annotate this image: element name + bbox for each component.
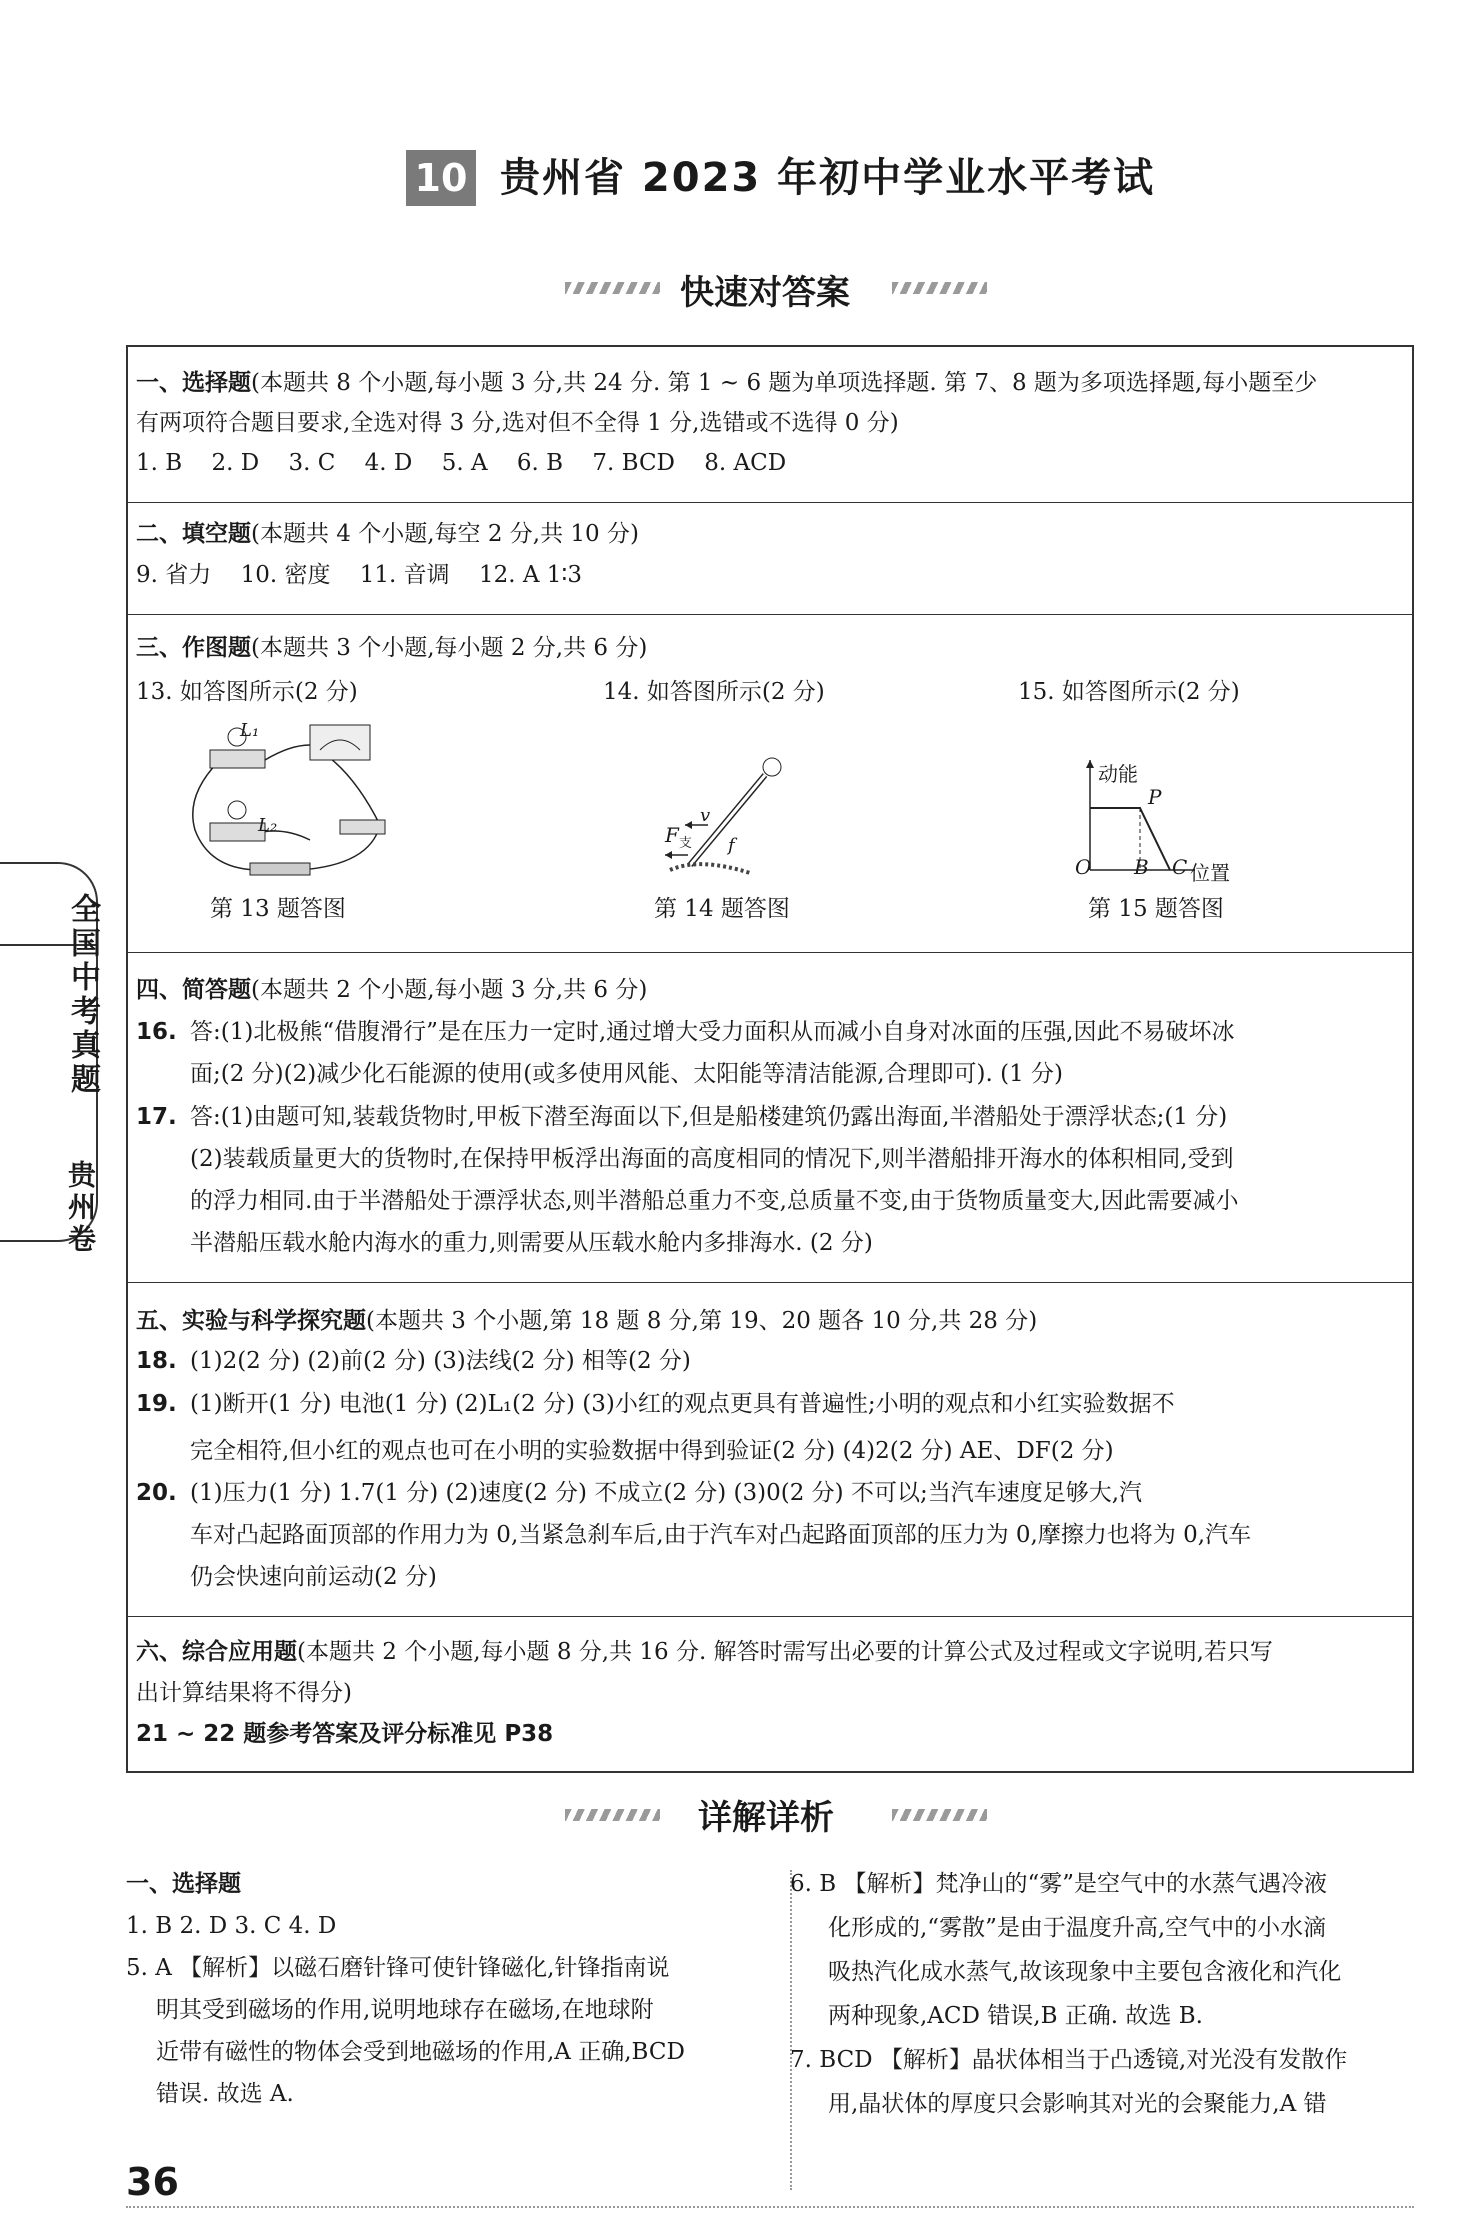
answer-item: 6. B <box>516 450 564 476</box>
s3-desc: (本题共 3 个小题,每小题 2 分,共 6 分) <box>251 635 648 661</box>
q5-line3: 近带有磁性的物体会受到地磁场的作用,A 正确,BCD <box>156 2039 685 2065</box>
answer-item: 1. B <box>136 450 183 476</box>
q19-line1: (1)断开(1 分) 电池(1 分) (2)L₁(2 分) (3)小红的观点更具有普遍性;小明的观点和小红实验数据不 <box>190 1391 1175 1417</box>
q17-number: 17. <box>136 1104 177 1130</box>
s1-answers <box>136 443 808 483</box>
q17-line4: 半潜船压载水舱内海水的重力,则需要从压载水舱内多排海水. (2 分) <box>190 1230 873 1256</box>
title-stripes-right <box>892 282 987 294</box>
answer-item: 2. D <box>211 450 260 476</box>
section-divider <box>126 614 1414 615</box>
fig13-caption: 第 13 题答图 <box>210 896 346 922</box>
column-divider <box>790 1870 792 2190</box>
s1-desc2: 有两项符合题目要求,全选对得 3 分,选对但不全得 1 分,选错或不选得 0 分) <box>136 410 899 436</box>
s4-line1 <box>136 970 647 1010</box>
s1-line1 <box>136 363 1317 403</box>
detail-title: 详解详析 <box>698 1798 834 1838</box>
q13-label: 13. 如答图所示(2 分) <box>136 679 358 705</box>
q16-line2: 面;(2 分)(2)减少化石能源的使用(或多使用风能、太阳能等清洁能源,合理即可). (1 分) <box>190 1061 1063 1087</box>
q7-line2: 用,晶状体的厚度只会影响其对光的会聚能力,A 错 <box>828 2091 1327 2117</box>
q18-answer: (1)2(2 分) (2)前(2 分) (3)法线(2 分) 相等(2 分) <box>190 1348 691 1374</box>
detail-stripes-right <box>892 1809 987 1821</box>
s6-line1 <box>136 1632 1273 1672</box>
force-diagram <box>660 755 800 880</box>
fig13-label-l1: L₁ <box>240 720 260 741</box>
s6-note: 21 ~ 22 题参考答案及评分标准见 P38 <box>136 1721 554 1747</box>
answer-item: 5. A <box>441 450 488 476</box>
detail-left-heading: 一、选择题 <box>126 1871 241 1897</box>
side-tab-sub: 贵州卷 <box>64 1160 97 1256</box>
q18-number: 18. <box>136 1348 177 1374</box>
fig15-xlabel: 位置 <box>1190 861 1230 885</box>
answer-item: 3. C <box>288 450 336 476</box>
s5-title: 五、实验与科学探究题 <box>136 1308 366 1334</box>
s4-title: 四、简答题 <box>136 977 251 1003</box>
s5-line1 <box>136 1301 1037 1341</box>
fig15-caption: 第 15 题答图 <box>1088 896 1224 922</box>
answer-item: 7. BCD <box>592 450 675 476</box>
q17-line2: (2)装载质量更大的货物时,在保持甲板浮出海面的高度相同的情况下,则半潜船排开海水的体积相同,受到 <box>190 1146 1234 1172</box>
q5-line4: 错误. 故选 A. <box>156 2081 294 2107</box>
q19-number: 19. <box>136 1391 177 1417</box>
answer-item: 9. 省力 <box>136 562 212 588</box>
s5-desc: (本题共 3 个小题,第 18 题 8 分,第 19、20 题各 10 分,共 28 分) <box>366 1308 1038 1334</box>
q16-line1: 答:(1)北极熊“借腹滑行”是在压力一定时,通过增大受力面积从而减小自身对冰面的压强,因此不易破坏冰 <box>190 1019 1235 1045</box>
side-tab-main: 全国中考真题 <box>65 893 100 1097</box>
exam-number-badge: 10 <box>406 150 476 206</box>
q20-line1: (1)压力(1 分) 1.7(1 分) (2)速度(2 分) 不成立(2 分) (3)0(2 分) 不可以;当汽车速度足够大,汽 <box>190 1480 1143 1506</box>
fig15-label-c: C <box>1172 855 1188 879</box>
title-stripes-left <box>565 282 660 294</box>
s2-desc: (本题共 4 个小题,每空 2 分,共 10 分) <box>251 521 639 547</box>
q6-line2: 化形成的,“雾散”是由于温度升高,空气中的小水滴 <box>828 1915 1327 1941</box>
s3-line1 <box>136 628 647 668</box>
s3-title: 三、作图题 <box>136 635 251 661</box>
q5-line1: 5. A 【解析】以磁石磨针锋可使针锋磁化,针锋指南说 <box>126 1955 670 1981</box>
page-title: 贵州省 2023 年初中学业水平考试 <box>500 155 1156 201</box>
q6-line4: 两种现象,ACD 错误,B 正确. 故选 B. <box>828 2003 1203 2029</box>
section-divider <box>126 502 1414 503</box>
q15-label: 15. 如答图所示(2 分) <box>1018 679 1240 705</box>
q17-line3: 的浮力相同.由于半潜船处于漂浮状态,则半潜船总重力不变,总质量不变,由于货物质量变大,因此需要减小 <box>190 1188 1239 1214</box>
s6-desc1: (本题共 2 个小题,每小题 8 分,共 16 分. 解答时需写出必要的计算公式及过程或文字说明,若只写 <box>297 1639 1273 1665</box>
s6-desc2: 出计算结果将不得分) <box>136 1680 352 1706</box>
s1-title: 一、选择题 <box>136 370 251 396</box>
s2-line1 <box>136 514 639 554</box>
bottom-border <box>126 2206 1414 2208</box>
q19-line2: 完全相符,但小红的观点也可在小明的实验数据中得到验证(2 分) (4)2(2 分) AE、DF(2 分) <box>190 1438 1114 1464</box>
answer-item: 8. ACD <box>704 450 787 476</box>
fig14-label-friction: f <box>728 835 735 856</box>
q20-line2: 车对凸起路面顶部的作用力为 0,当紧急刹车后,由于汽车对凸起路面顶部的压力为 0,摩擦力也将为 0,汽车 <box>190 1522 1252 1548</box>
fig14-label-v: v <box>700 805 711 826</box>
q6-line3: 吸热汽化成水蒸气,故该现象中主要包含液化和汽化 <box>828 1959 1342 1985</box>
fig15-label-o: O <box>1075 855 1092 879</box>
q5-line2: 明其受到磁场的作用,说明地球存在磁场,在地球附 <box>156 1997 654 2023</box>
s2-answers <box>136 555 604 595</box>
s2-title: 二、填空题 <box>136 521 251 547</box>
answer-item: 11. 音调 <box>359 562 450 588</box>
q16-number: 16. <box>136 1019 177 1045</box>
fig15-label-p: P <box>1148 785 1162 809</box>
s4-desc: (本题共 2 个小题,每小题 3 分,共 6 分) <box>251 977 648 1003</box>
detail-left-answers: 1. B 2. D 3. C 4. D <box>126 1913 337 1939</box>
fig13-label-l2: L₂ <box>258 815 278 836</box>
answer-item: 12. A 1∶3 <box>478 562 583 588</box>
q17-line1: 答:(1)由题可知,装载货物时,甲板下潜至海面以下,但是船楼建筑仍露出海面,半潜船处于漂浮状态;(1 分) <box>190 1104 1228 1130</box>
q7-line1: 7. BCD 【解析】晶状体相当于凸透镜,对光没有发散作 <box>790 2047 1348 2073</box>
q14-label: 14. 如答图所示(2 分) <box>603 679 825 705</box>
fig15-ylabel: 动能 <box>1098 762 1138 786</box>
fig14-caption: 第 14 题答图 <box>654 896 790 922</box>
q20-line3: 仍会快速向前运动(2 分) <box>190 1564 437 1590</box>
answer-item: 10. 密度 <box>240 562 331 588</box>
circuit-diagram <box>170 715 420 880</box>
detail-stripes-left <box>565 1809 660 1821</box>
q6-line1: 6. B 【解析】梵净山的“雾”是空气中的水蒸气遇冷液 <box>790 1871 1327 1897</box>
section-divider <box>126 1616 1414 1617</box>
fig15-label-b: B <box>1134 855 1149 879</box>
fig14-label-f: $F_支$ <box>665 823 692 851</box>
s6-title: 六、综合应用题 <box>136 1639 297 1665</box>
page-number: 36 <box>126 2160 179 2204</box>
answer-item: 4. D <box>364 450 413 476</box>
section-divider <box>126 952 1414 953</box>
section-divider <box>126 1282 1414 1283</box>
s1-desc1: (本题共 8 个小题,每小题 3 分,共 24 分. 第 1 ~ 6 题为单项选择题. 第 7、8 题为多项选择题,每小题至少 <box>251 370 1318 396</box>
q20-number: 20. <box>136 1480 177 1506</box>
quick-answers-title: 快速对答案 <box>680 273 850 313</box>
